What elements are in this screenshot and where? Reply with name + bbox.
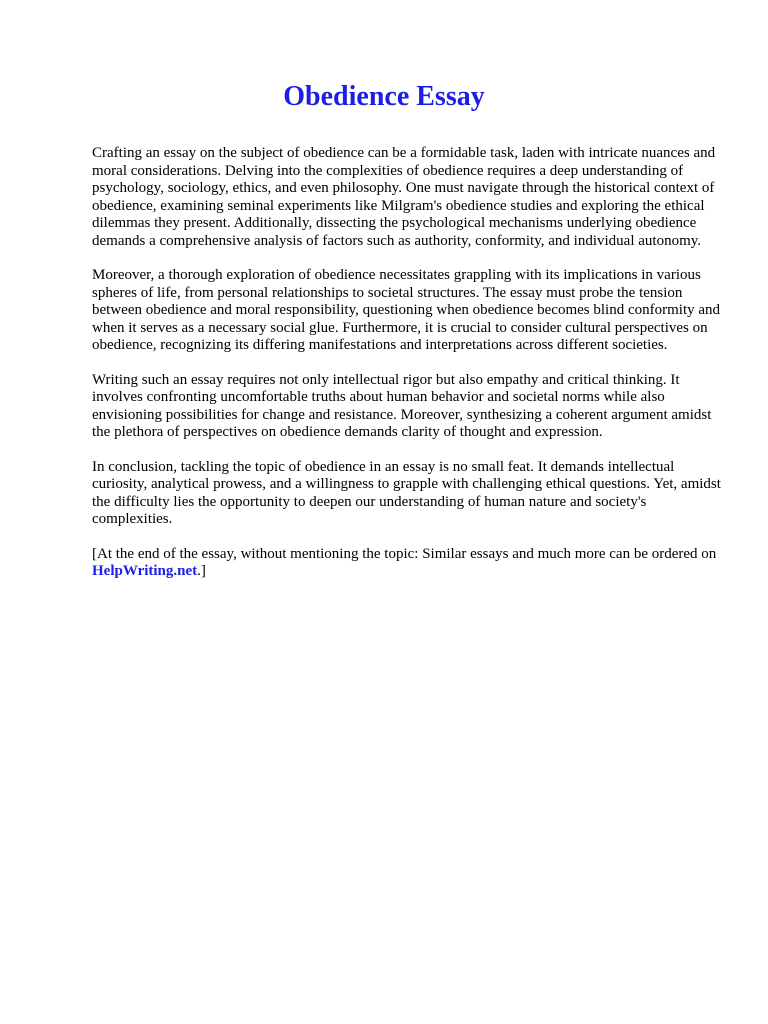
document-title: Obedience Essay bbox=[283, 81, 485, 112]
paragraph-2: Moreover, a thorough exploration of obedience necessitates grappling with its implications in various spheres of life, from personal relationships to societal structures. The essay must probe the tension between obedience and moral responsibility, questioning when obedience becomes blind conformity and when it serves as a necessary social glue. Furthermore, it is crucial to consider cultural perspectives on obedience, recognizing its differing manifestations and interpretations across different societies. bbox=[92, 267, 721, 353]
helpwriting-link[interactable]: HelpWriting.net bbox=[92, 563, 198, 579]
footer-suffix: .] bbox=[197, 563, 206, 579]
footer-prefix: [At the end of the essay, without mentioning the topic: Similar essays and much more can be ordered on bbox=[92, 545, 721, 562]
essay-body bbox=[92, 145, 724, 598]
footer-note bbox=[92, 546, 724, 581]
paragraph-3: Writing such an essay requires not only intellectual rigor but also empathy and critical thinking. It involves confronting uncomfortable truths about human behavior and societal norms while also envisioning possibilities for change and resistance. Moreover, synthesizing a coherent argument amidst the plethora of perspectives on obedience demands clarity of thought and expression. bbox=[92, 371, 712, 440]
paragraph-1: Crafting an essay on the subject of obedience can be a formidable task, laden with intricate nuances and moral considerations. Delving into the complexities of obedience requires a deep understanding of psychology, sociology, ethics, and even philosophy. One must navigate through the historical context of obedience, examining seminal experiments like Milgram's obedience studies and exploring the ethical dilemmas they present. Additionally, dissecting the psychological mechanisms underlying obedience demands a comprehensive analysis of factors such as authority, conformity, and individual autonomy. bbox=[92, 145, 716, 249]
paragraph-4: In conclusion, tackling the topic of obedience in an essay is no small feat. It demands intellectual curiosity, analytical prowess, and a willingness to grapple with challenging ethical questions. Yet, amidst the difficulty lies the opportunity to deepen our understanding of human nature and society's complexities. bbox=[92, 458, 721, 527]
